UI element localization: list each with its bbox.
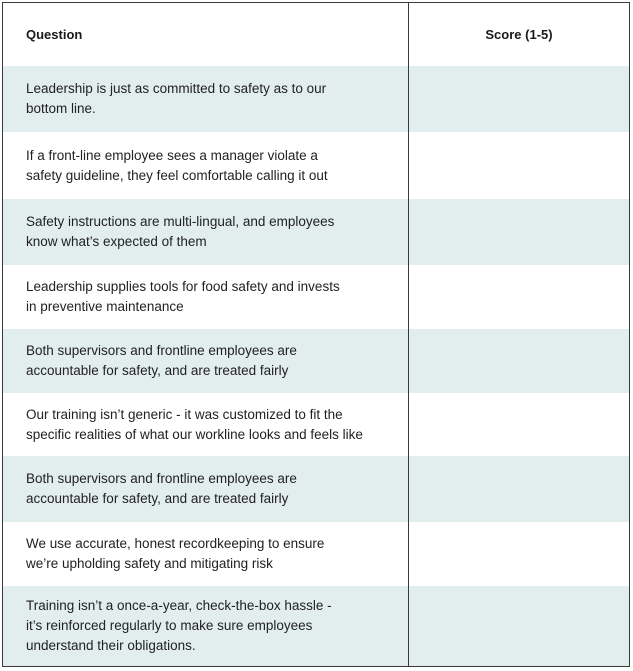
score-cell[interactable] (409, 586, 629, 666)
question-text: Both supervisors and frontline employees are accountable for safety, and are treated fairly (26, 343, 297, 378)
question-text: Both supervisors and frontline employees are accountable for safety, and are treated fairly (26, 471, 297, 506)
table-row (3, 265, 629, 329)
table-row (3, 393, 629, 456)
score-cell[interactable] (409, 393, 629, 456)
score-cell[interactable] (409, 199, 629, 265)
table-row (3, 522, 629, 586)
question-cell (3, 66, 409, 132)
question-cell (3, 522, 409, 586)
survey-table (2, 2, 630, 667)
question-cell (3, 329, 409, 393)
question-column-header: Question (3, 3, 409, 66)
question-cell (3, 132, 409, 199)
table-row (3, 329, 629, 393)
score-cell[interactable] (409, 66, 629, 132)
score-cell[interactable] (409, 265, 629, 329)
question-cell (3, 456, 409, 522)
question-text: If a front-line employee sees a manager violate a safety guideline, they feel comfortable calling it out (26, 147, 328, 183)
table-row (3, 199, 629, 265)
table-row (3, 66, 629, 132)
question-text: Leadership supplies tools for food safety and invests in preventive maintenance (26, 279, 340, 314)
score-cell[interactable] (409, 522, 629, 586)
question-text: Training isn’t a once-a-year, check-the-box hassle - it’s reinforced regularly to make sure employees understand their obligations. (26, 598, 332, 653)
question-cell (3, 393, 409, 456)
table-row (3, 586, 629, 666)
table-header-row (3, 3, 629, 66)
score-column-header: Score (1-5) (485, 27, 553, 42)
question-text: Our training isn’t generic - it was customized to fit the specific realities of what our workline looks and feels like (26, 406, 363, 442)
question-cell (3, 586, 409, 666)
table-row (3, 132, 629, 199)
question-text: Leadership is just as committed to safety as to our bottom line. (26, 81, 327, 116)
score-cell[interactable] (409, 329, 629, 393)
question-cell (3, 265, 409, 329)
question-text: Safety instructions are multi-lingual, and employees know what’s expected of them (26, 214, 335, 249)
score-cell[interactable] (409, 132, 629, 199)
question-cell (3, 199, 409, 265)
score-cell[interactable] (409, 456, 629, 522)
question-text: We use accurate, honest recordkeeping to ensure we’re upholding safety and mitigating risk (26, 536, 325, 571)
table-row (3, 456, 629, 522)
